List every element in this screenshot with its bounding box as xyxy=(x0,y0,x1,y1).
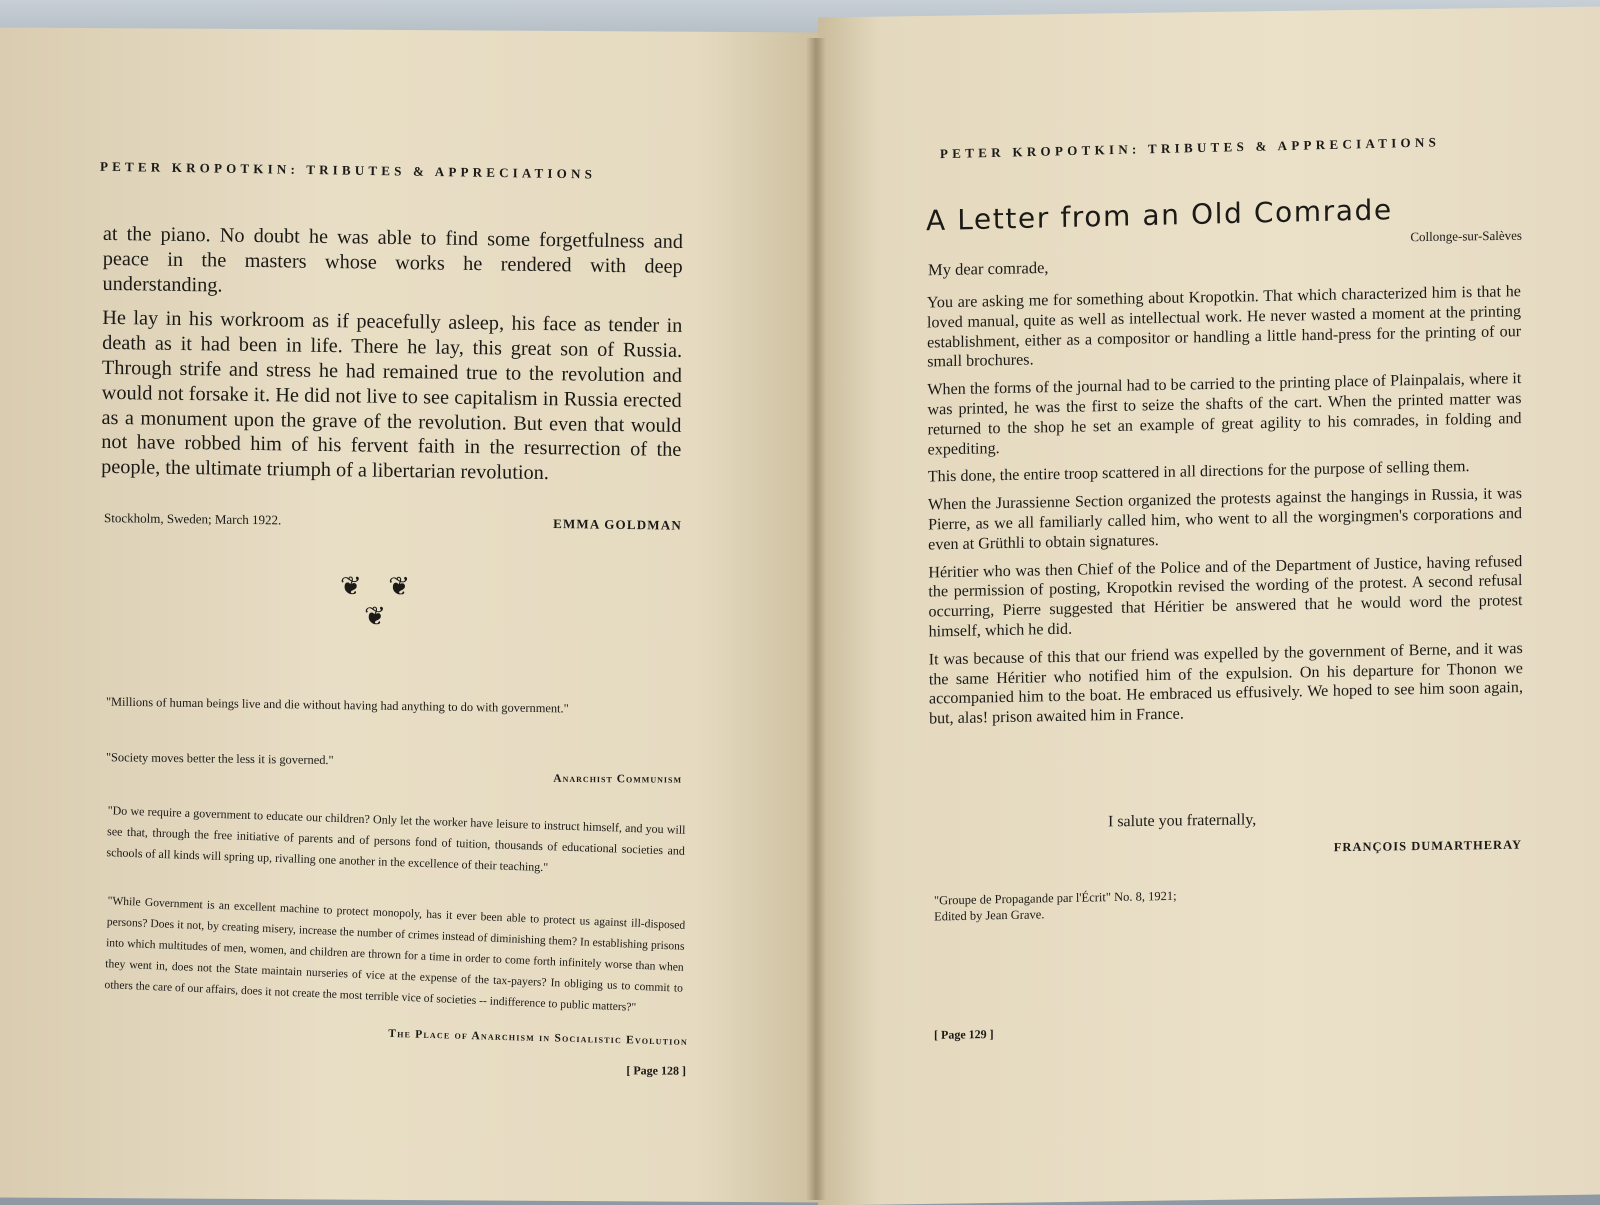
page-number-right: [ Page 129 ] xyxy=(934,1027,994,1042)
article-title: A Letter from an Old Comrade xyxy=(925,193,1393,238)
running-head-left: PETER KROPOTKIN: TRIBUTES & APPRECIATIONS xyxy=(99,158,597,182)
signature-date: Stockholm, Sweden; March 1922. xyxy=(103,510,282,528)
left-page xyxy=(0,28,818,1203)
signature-row xyxy=(104,510,682,534)
signature-name: EMMA GOLDMAN xyxy=(553,515,683,533)
left-page-body xyxy=(101,222,683,498)
quote: "Society moves better the less it is governed." xyxy=(105,750,334,768)
page-number-left: [ Page 128 ] xyxy=(626,1063,686,1078)
letter-closing: I salute you fraternally, xyxy=(1108,811,1257,831)
letter-body xyxy=(927,282,1523,737)
paragraph: When the forms of the journal had to be carried to the printing place of Plainpalais, where it was printed, he was the first to seize the shafts of the cart. When the printed matter was returned to the shop he set an example of great agility to his comrades, in folding and expediting. xyxy=(927,370,1522,459)
paragraph: When the Jurassienne Section organized the protests against the hangings in Russia, it was Pierre, as we all familiarly called him, who went to all the worgingmen's corporations and even at Grüthli to obtain signatures. xyxy=(927,485,1523,554)
quote: "Millions of human beings live and die without having had anything to do with government." xyxy=(105,694,569,716)
letter-signer: FRANÇOIS DUMARTHERAY xyxy=(1333,837,1522,855)
quote: "Do we require a government to educate our children? Only let the worker have leisure to instruct himself, and you will see that, through the free initiative of parents and of persons fond of tuition, thousands of educational societies and schools of all kinds will spring up, rivalling one another in the excellence of their teaching." xyxy=(106,803,686,875)
letter-salutation: My dear comrade, xyxy=(927,257,1049,280)
quote-attribution: Anarchist Communism xyxy=(553,772,682,786)
source-line: "Groupe de Propagande par l'Écrit" No. 8, 1921; xyxy=(933,888,1177,908)
paragraph: Héritier who was then Chief of the Police and of the Department of Justice, having refused the permission of posting, Kropotkin revised the wording of the protest. A second refusal occurring, Pierre suggested that Héritier be answered that he would word the protest himself, which he did. xyxy=(928,552,1523,641)
book-gutter xyxy=(806,38,826,1200)
ornament-divider-icon: ❦ ❦ ❦ xyxy=(339,571,421,631)
paragraph: at the piano. No doubt he was able to find some forgetfulness and peace in the masters whose works he rendered with deep understanding. xyxy=(102,222,684,297)
paragraph: You are asking me for something about Kropotkin. That which characterized him is that he loved manual, quite as well as intellectual work. He never wasted a moment at the printing establishment, either as a compositor or handling a little hand-press for the printing of our small brochures. xyxy=(926,283,1522,371)
quote-attribution: The Place of Anarchism in Socialistic Evolution xyxy=(388,1027,689,1048)
right-page xyxy=(818,7,1600,1205)
running-head-right: PETER KROPOTKIN: TRIBUTES & APPRECIATIONS xyxy=(939,134,1441,162)
quote: "While Government is an excellent machine to protect monopoly, has it ever been able to protect us against ill-disposed persons? Does it not, by creating misery, increase the number of crimes instead of diminishing them? In establishing prisons into which multitudes of men, women, and children are thrown for a time in order to come forth infinitely worse than when they went in, does not the State maintain nurseries of vice at the expense of the tax-payers? In obliging us to commit to others the care of our affairs, does it not create the most terrible vice of societies -- indifference to public matters?" xyxy=(104,894,686,1014)
source-line: Edited by Jean Grave. xyxy=(934,907,1045,924)
source-note xyxy=(934,888,1177,925)
paragraph: It was because of this that our friend was expelled by the government of Berne, and it was the same Héritier who notified him of the expulsion. On his departure for Thonon we accompanied him to the boat. He embraced us effusively. We hoped to see him soon again, but, alas! prison awaited him in France. xyxy=(928,639,1524,728)
paragraph: This done, the entire troop scattered in all directions for the purpose of selling them. xyxy=(927,458,1470,486)
letter-place: Collonge-sur-Salèves xyxy=(1410,227,1522,245)
paragraph: He lay in his workroom as if peacefully asleep, his face as tender in death as it had been in life. There he lay, this great son of Russia. Through strife and stress he had remained true to the revolution and would not forsake it. He did not live to see capitalism in Russia erected as a monument upon the grave of the revolution. But even that would not have robbed him of his fervent faith in the resurrection of the people, the ultimate triumph of a libertarian revolution. xyxy=(101,307,683,485)
